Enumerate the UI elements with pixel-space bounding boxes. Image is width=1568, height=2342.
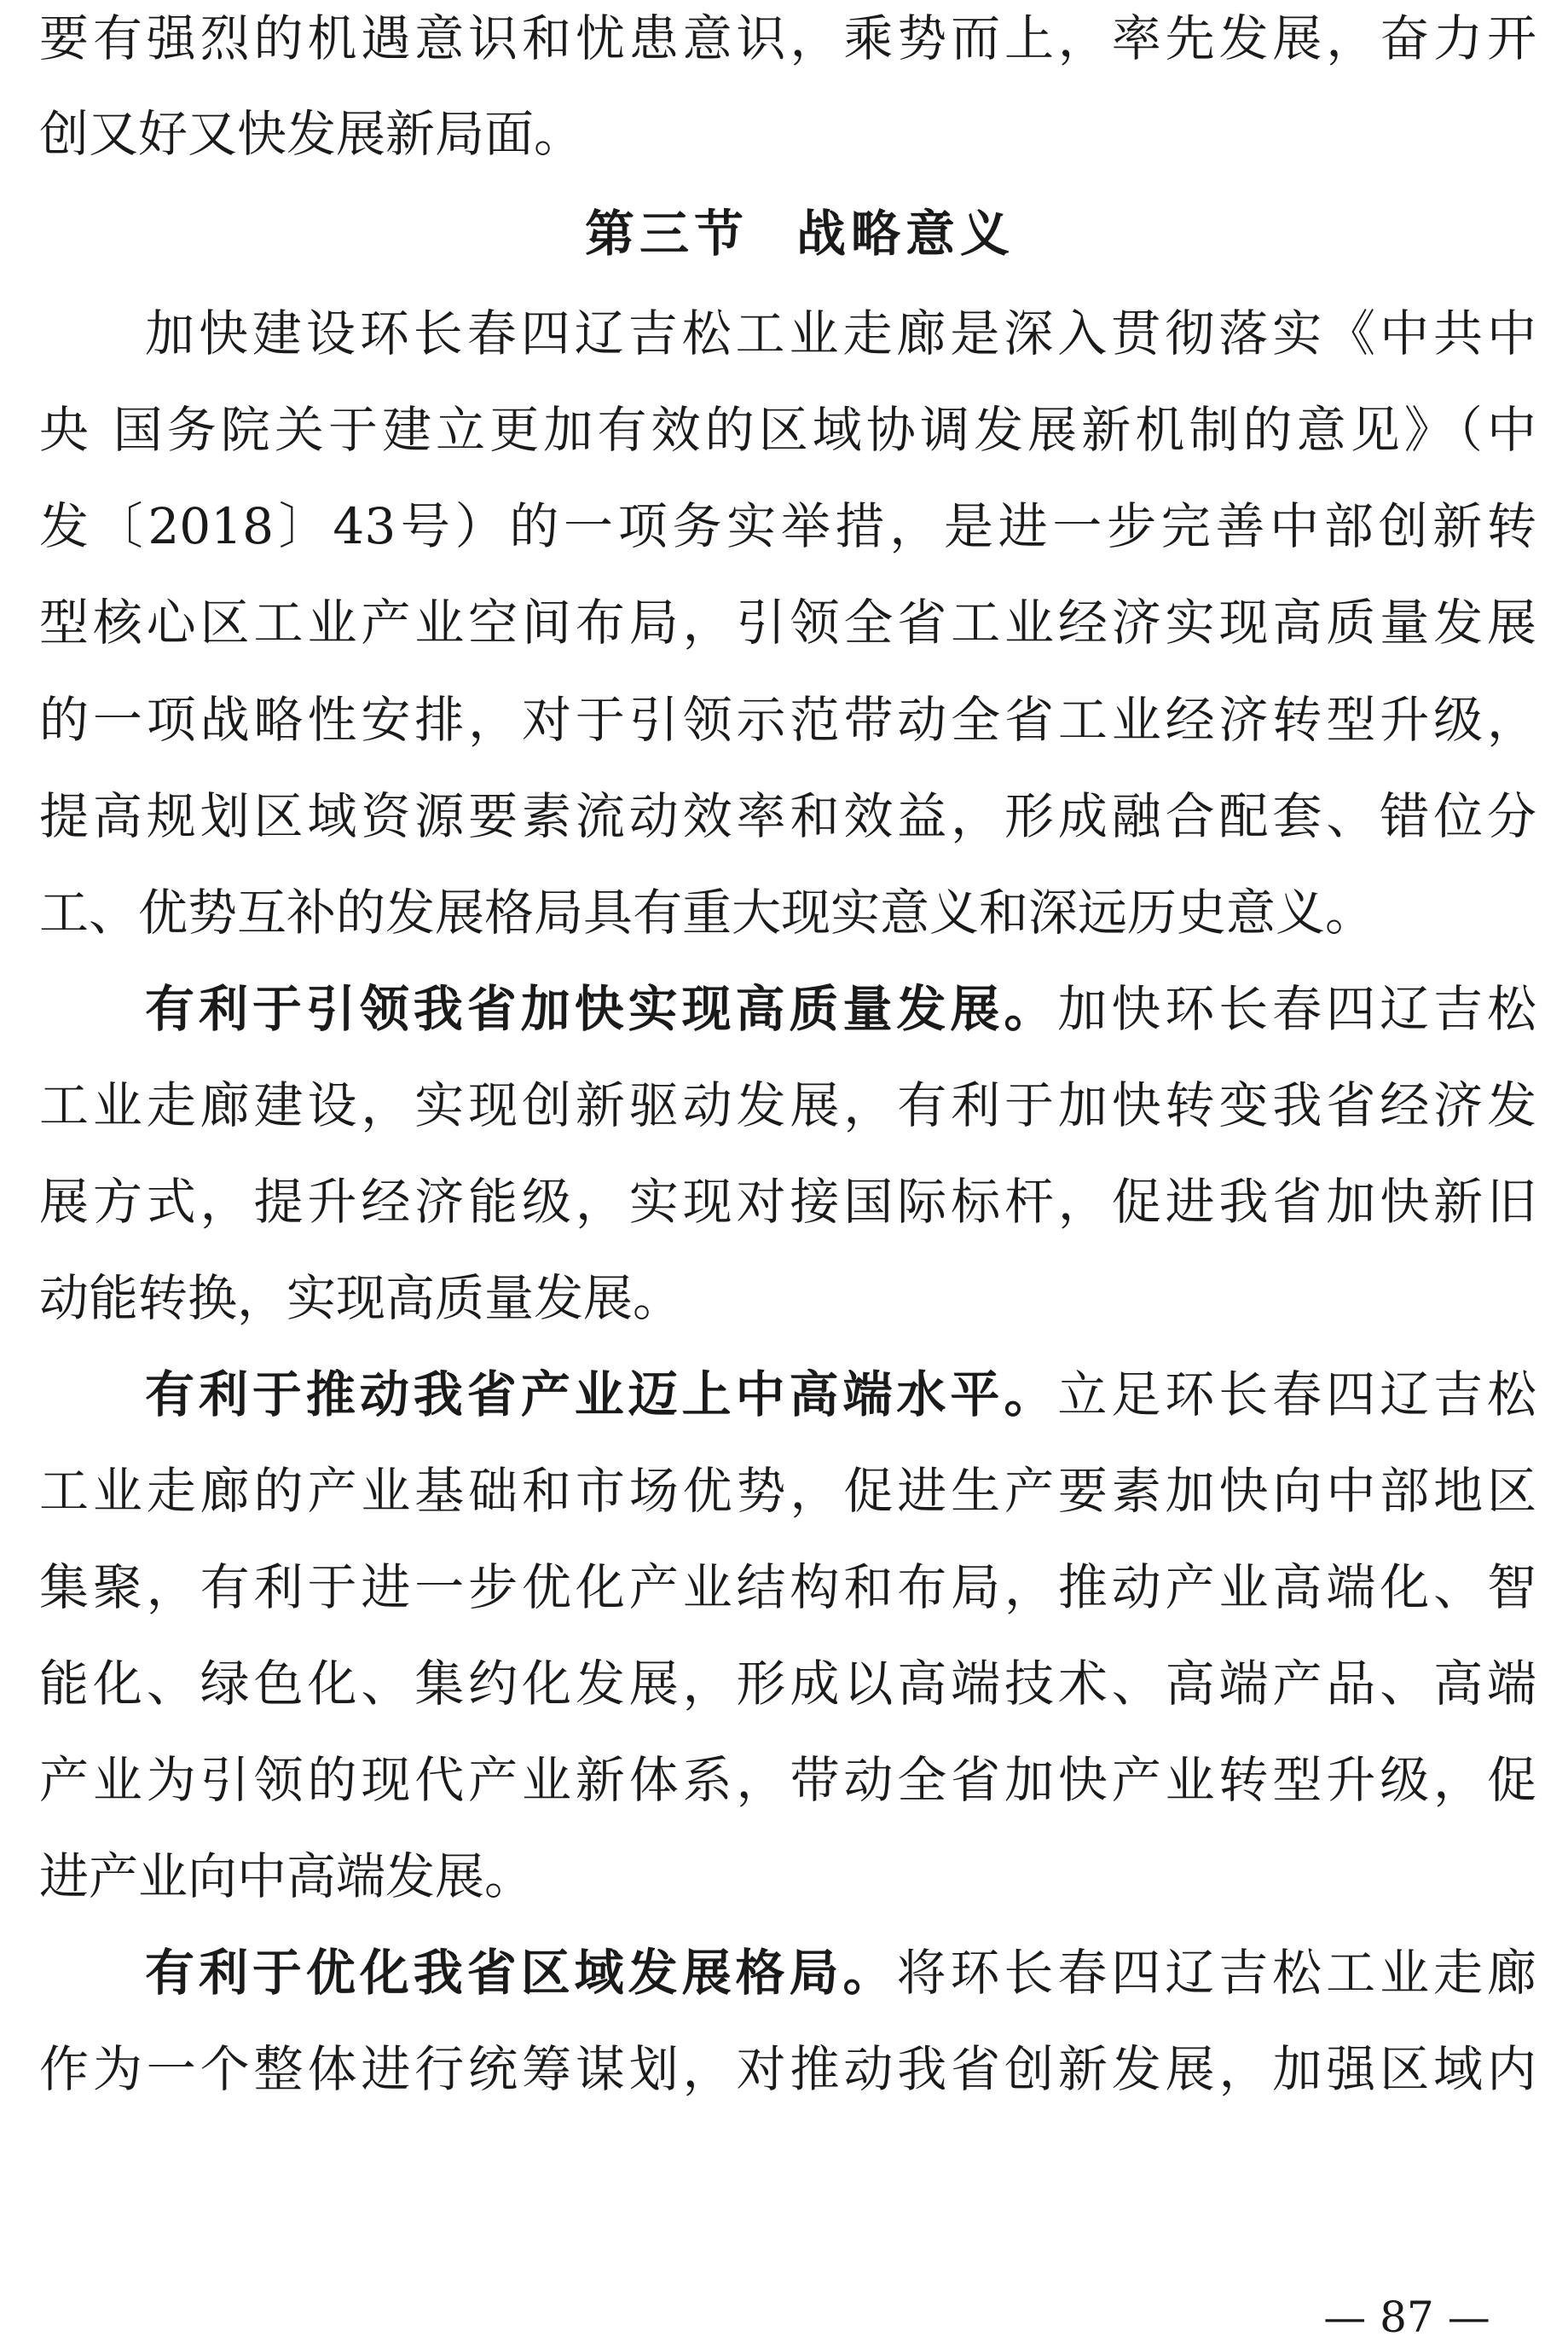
paragraph-text: 立足环长春四辽吉松 (1057, 1365, 1536, 1423)
text-line: 要有强烈的机遇意识和忧患意识，乘势而上，率先发展，奋力开 (39, 9, 1536, 67)
text-line: 工业走廊的产业基础和市场优势，促进生产要素加快向中部地区 (39, 1462, 1536, 1520)
text-line: 创又好又快发展新局面。 (39, 105, 584, 163)
paragraph-text: 将环长春四辽吉松工业走廊 (896, 1944, 1536, 2002)
paragraph-lead: 有利于优化我省区域发展格局。 (145, 1944, 897, 2002)
text-line: 展方式，提升经济能级，实现对接国际标杆，促进我省加快新旧 (39, 1173, 1536, 1231)
text-line: 发〔2018〕43号）的一项务实举措，是进一步完善中部创新转 (39, 497, 1536, 555)
text-line: 央 国务院关于建立更加有效的区域协调发展新机制的意见》（中 (39, 401, 1536, 459)
text-line: 的一项战略性安排，对于引领示范带动全省工业经济转型升级， (39, 691, 1536, 749)
text-line (145, 1934, 1536, 2011)
text-line: 工业走廊建设，实现创新驱动发展，有利于加快转变我省经济发 (39, 1076, 1536, 1134)
paragraph-lead: 有利于引领我省加快实现高质量发展。 (145, 980, 1058, 1038)
page-number: — 87 — (1323, 2293, 1490, 2342)
text-line: 能化、绿色化、集约化发展，形成以高端技术、高端产品、高端 (39, 1655, 1536, 1713)
text-line: 提高规划区域资源要素流动效率和效益，形成融合配套、错位分 (39, 787, 1536, 845)
section-heading (585, 195, 1062, 272)
text-line: 动能转换，实现高质量发展。 (39, 1269, 683, 1327)
paragraph-lead: 有利于推动我省产业迈上中高端水平。 (145, 1365, 1058, 1423)
text-line: 产业为引领的现代产业新体系，带动全省加快产业转型升级，促 (39, 1751, 1536, 1809)
section-number: 第三节 (585, 205, 749, 263)
text-line (145, 971, 1536, 1047)
text-line: 集聚，有利于进一步优化产业结构和布局，推动产业高端化、智 (39, 1558, 1536, 1616)
text-line: 加快建设环长春四辽吉松工业走廊是深入贯彻落实《中共中 (145, 304, 1536, 362)
text-line (145, 1356, 1536, 1433)
text-line: 作为一个整体进行统筹谋划，对推动我省创新发展，加强区域内 (39, 2040, 1536, 2098)
text-line: 进产业向中高端发展。 (39, 1847, 535, 1905)
text-line: 工、优势互补的发展格局具有重大现实意义和深远历史意义。 (39, 884, 1375, 942)
text-line: 型核心区工业产业空间布局，引领全省工业经济实现高质量发展 (39, 594, 1536, 652)
section-title: 战略意义 (796, 205, 1015, 263)
paragraph-text: 加快环长春四辽吉松 (1057, 980, 1536, 1038)
